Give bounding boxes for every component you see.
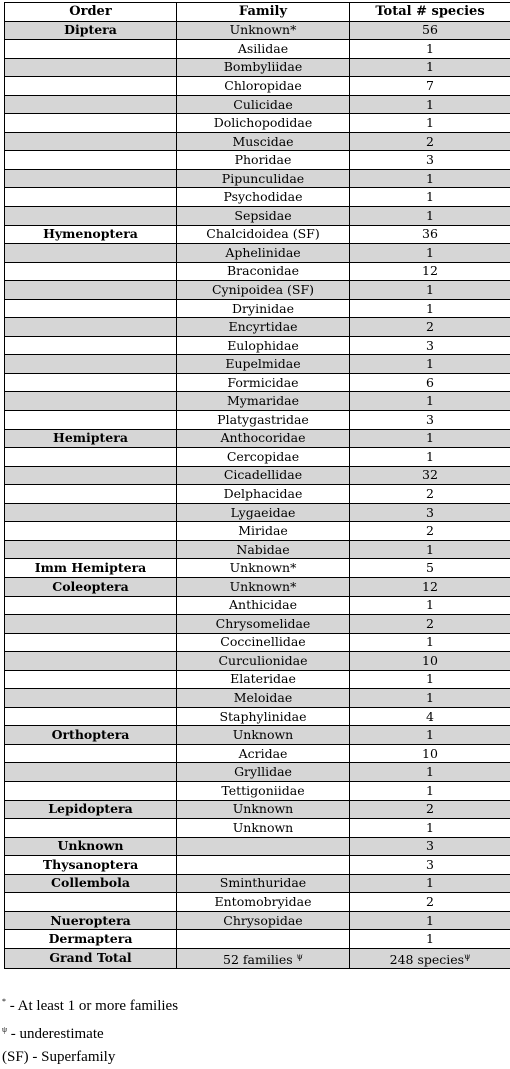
cell-order	[5, 132, 177, 151]
cell-family: Entomobryidae	[177, 893, 350, 912]
cell-order: Thysanoptera	[5, 856, 177, 875]
table-row	[5, 77, 510, 96]
table-row	[5, 911, 510, 930]
table-row	[5, 169, 510, 188]
cell-species: 1	[350, 540, 510, 559]
cell-species: 1	[350, 763, 510, 782]
cell-order: Dermaptera	[5, 930, 177, 949]
cell-species: 7	[350, 77, 510, 96]
table-row	[5, 373, 510, 392]
cell-order	[5, 670, 177, 689]
table-row	[5, 540, 510, 559]
cell-family: Muscidae	[177, 132, 350, 151]
table-row	[5, 856, 510, 875]
cell-species: 12	[350, 262, 510, 281]
table-row	[5, 596, 510, 615]
cell-family: Coccinellidae	[177, 633, 350, 652]
cell-species: 12	[350, 577, 510, 596]
cell-family: Pipunculidae	[177, 169, 350, 188]
cell-family: Elateridae	[177, 670, 350, 689]
cell-family: Mymaridae	[177, 392, 350, 411]
cell-order: Nueroptera	[5, 911, 177, 930]
cell-order	[5, 485, 177, 504]
cell-family: Asilidae	[177, 40, 350, 59]
cell-order	[5, 744, 177, 763]
cell-species: 1	[350, 95, 510, 114]
cell-order	[5, 615, 177, 634]
footnote-unknown: * - At least 1 or more families	[2, 990, 178, 1018]
cell-family: Chrysopidae	[177, 911, 350, 930]
table-row	[5, 485, 510, 504]
cell-order	[5, 707, 177, 726]
cell-order: Imm Hemiptera	[5, 559, 177, 578]
cell-order	[5, 355, 177, 374]
cell-family	[177, 856, 350, 875]
cell-species: 2	[350, 132, 510, 151]
cell-order	[5, 781, 177, 800]
cell-family: Encyrtidae	[177, 318, 350, 337]
table-row	[5, 893, 510, 912]
cell-family: Culicidae	[177, 95, 350, 114]
cell-family: Phoridae	[177, 151, 350, 170]
cell-species: 2	[350, 893, 510, 912]
cell-family	[177, 837, 350, 856]
table-row	[5, 244, 510, 263]
cell-order	[5, 262, 177, 281]
table-row	[5, 188, 510, 207]
cell-family: Meloidae	[177, 689, 350, 708]
cell-family: Cercopidae	[177, 448, 350, 467]
table-row	[5, 615, 510, 634]
grand-total-label: Grand Total	[5, 948, 177, 968]
cell-order	[5, 373, 177, 392]
cell-order	[5, 95, 177, 114]
cell-family: Sepsidae	[177, 207, 350, 226]
table-row	[5, 652, 510, 671]
cell-family: Unknown*	[177, 559, 350, 578]
cell-species: 1	[350, 40, 510, 59]
cell-species: 1	[350, 281, 510, 300]
cell-family: Unknown	[177, 819, 350, 838]
cell-order	[5, 281, 177, 300]
cell-species: 1	[350, 670, 510, 689]
table-row	[5, 21, 510, 40]
cell-species: 2	[350, 800, 510, 819]
cell-order	[5, 244, 177, 263]
cell-order	[5, 169, 177, 188]
cell-species: 1	[350, 244, 510, 263]
cell-family: Lygaeidae	[177, 503, 350, 522]
cell-species: 56	[350, 21, 510, 40]
table-row	[5, 225, 510, 244]
cell-species: 1	[350, 930, 510, 949]
grand-total-families: 52 families $^\psi$	[177, 948, 350, 968]
header-total-species: Total # species	[350, 3, 510, 22]
footnote-underestimate: $^\psi$ - underestimate	[2, 1018, 178, 1046]
cell-species: 3	[350, 503, 510, 522]
cell-order: Unknown	[5, 837, 177, 856]
cell-order	[5, 299, 177, 318]
table-row	[5, 466, 510, 485]
header-family: Family	[177, 3, 350, 22]
cell-family: Eupelmidae	[177, 355, 350, 374]
header-order: Order	[5, 3, 177, 22]
cell-family: Platygastridae	[177, 411, 350, 430]
cell-order	[5, 633, 177, 652]
cell-species: 1	[350, 355, 510, 374]
table-row	[5, 336, 510, 355]
table-row	[5, 781, 510, 800]
table-row	[5, 503, 510, 522]
cell-order	[5, 596, 177, 615]
cell-family: Curculionidae	[177, 652, 350, 671]
table-row	[5, 707, 510, 726]
cell-family: Tettigoniidae	[177, 781, 350, 800]
table-row	[5, 577, 510, 596]
cell-family: Unknown	[177, 726, 350, 745]
cell-species: 1	[350, 58, 510, 77]
cell-family: Braconidae	[177, 262, 350, 281]
table-row	[5, 726, 510, 745]
cell-order	[5, 893, 177, 912]
cell-species: 1	[350, 596, 510, 615]
cell-species: 1	[350, 392, 510, 411]
cell-species: 1	[350, 726, 510, 745]
cell-species: 2	[350, 485, 510, 504]
cell-order	[5, 689, 177, 708]
cell-species: 3	[350, 856, 510, 875]
table-row	[5, 207, 510, 226]
cell-order	[5, 448, 177, 467]
table-row	[5, 633, 510, 652]
cell-order	[5, 503, 177, 522]
footnotes	[2, 990, 178, 1069]
cell-order	[5, 336, 177, 355]
cell-family: Nabidae	[177, 540, 350, 559]
table-row	[5, 355, 510, 374]
cell-family: Unknown	[177, 800, 350, 819]
cell-species: 1	[350, 448, 510, 467]
table-body	[5, 21, 510, 948]
cell-family: Unknown*	[177, 577, 350, 596]
cell-family: Sminthuridae	[177, 874, 350, 893]
cell-order	[5, 207, 177, 226]
table-row	[5, 819, 510, 838]
cell-order: Hemiptera	[5, 429, 177, 448]
grand-total-species: 248 species$^\psi$	[350, 948, 510, 968]
cell-species: 2	[350, 318, 510, 337]
table-row	[5, 411, 510, 430]
table-row	[5, 262, 510, 281]
cell-family: Eulophidae	[177, 336, 350, 355]
table-row	[5, 837, 510, 856]
cell-family: Gryllidae	[177, 763, 350, 782]
cell-family: Anthicidae	[177, 596, 350, 615]
cell-family: Acridae	[177, 744, 350, 763]
cell-order	[5, 318, 177, 337]
table-row	[5, 114, 510, 133]
table-row	[5, 40, 510, 59]
table-row	[5, 744, 510, 763]
cell-family: Chrysomelidae	[177, 615, 350, 634]
cell-species: 5	[350, 559, 510, 578]
cell-order	[5, 763, 177, 782]
cell-species: 32	[350, 466, 510, 485]
cell-family: Staphylinidae	[177, 707, 350, 726]
grand-total-row	[5, 948, 510, 968]
table-row	[5, 429, 510, 448]
cell-order	[5, 188, 177, 207]
cell-species: 1	[350, 207, 510, 226]
cell-order	[5, 58, 177, 77]
cell-family: Dolichopodidae	[177, 114, 350, 133]
cell-species: 36	[350, 225, 510, 244]
table-row	[5, 58, 510, 77]
cell-family: Cicadellidae	[177, 466, 350, 485]
cell-order	[5, 522, 177, 541]
cell-family: Delphacidae	[177, 485, 350, 504]
cell-order	[5, 540, 177, 559]
cell-species: 10	[350, 744, 510, 763]
cell-order: Collembola	[5, 874, 177, 893]
header-row	[5, 3, 510, 22]
cell-family: Cynipoidea (SF)	[177, 281, 350, 300]
cell-species: 1	[350, 911, 510, 930]
cell-order	[5, 151, 177, 170]
cell-order	[5, 40, 177, 59]
cell-family: Miridae	[177, 522, 350, 541]
cell-species: 3	[350, 837, 510, 856]
cell-family: Chalcidoidea (SF)	[177, 225, 350, 244]
cell-species: 3	[350, 411, 510, 430]
cell-order: Hymenoptera	[5, 225, 177, 244]
cell-family: Psychodidae	[177, 188, 350, 207]
cell-order: Lepidoptera	[5, 800, 177, 819]
cell-family: Anthocoridae	[177, 429, 350, 448]
cell-family: Dryinidae	[177, 299, 350, 318]
cell-species: 1	[350, 874, 510, 893]
cell-species: 1	[350, 819, 510, 838]
table-row	[5, 800, 510, 819]
table-row	[5, 132, 510, 151]
table-row	[5, 448, 510, 467]
cell-species: 1	[350, 781, 510, 800]
cell-species: 4	[350, 707, 510, 726]
cell-species: 2	[350, 615, 510, 634]
cell-species: 1	[350, 429, 510, 448]
cell-family	[177, 930, 350, 949]
cell-species: 2	[350, 522, 510, 541]
table-row	[5, 763, 510, 782]
footnote-superfamily: (SF) - Superfamily	[2, 1046, 178, 1069]
cell-species: 1	[350, 188, 510, 207]
table-row	[5, 299, 510, 318]
cell-order	[5, 77, 177, 96]
cell-species: 1	[350, 633, 510, 652]
table-row	[5, 689, 510, 708]
cell-order	[5, 114, 177, 133]
table-row	[5, 670, 510, 689]
cell-order	[5, 819, 177, 838]
table-row	[5, 522, 510, 541]
cell-order: Diptera	[5, 21, 177, 40]
table-row	[5, 151, 510, 170]
cell-species: 1	[350, 169, 510, 188]
cell-species: 6	[350, 373, 510, 392]
underestimate-mark: ψ	[297, 952, 303, 961]
cell-order: Orthoptera	[5, 726, 177, 745]
cell-order	[5, 392, 177, 411]
table-row	[5, 874, 510, 893]
table-row	[5, 559, 510, 578]
cell-family: Bombyliidae	[177, 58, 350, 77]
cell-order: Coleoptera	[5, 577, 177, 596]
cell-order	[5, 466, 177, 485]
cell-family: Unknown*	[177, 21, 350, 40]
cell-species: 1	[350, 299, 510, 318]
cell-family: Formicidae	[177, 373, 350, 392]
table-row	[5, 930, 510, 949]
cell-species: 10	[350, 652, 510, 671]
underestimate-mark: ψ	[464, 952, 470, 961]
cell-species: 1	[350, 689, 510, 708]
table-row	[5, 318, 510, 337]
table-row	[5, 281, 510, 300]
cell-species: 3	[350, 336, 510, 355]
cell-family: Chloropidae	[177, 77, 350, 96]
cell-order	[5, 652, 177, 671]
table-row	[5, 95, 510, 114]
species-table	[4, 2, 510, 969]
cell-order	[5, 411, 177, 430]
table-row	[5, 392, 510, 411]
cell-species: 3	[350, 151, 510, 170]
cell-species: 1	[350, 114, 510, 133]
cell-family: Aphelinidae	[177, 244, 350, 263]
